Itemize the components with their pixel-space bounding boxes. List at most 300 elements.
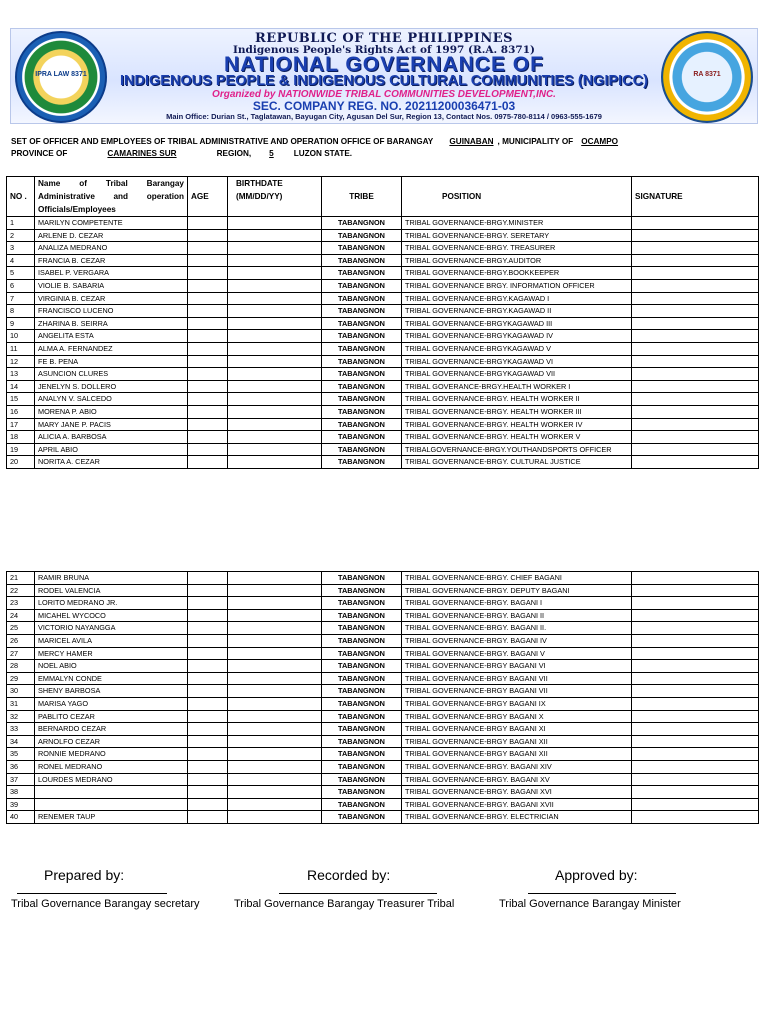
table-row — [7, 685, 759, 698]
cell-birthdate — [228, 786, 322, 799]
cell-name: RONNIE MEDRANO — [35, 748, 188, 761]
cell-age — [188, 405, 228, 418]
cell-position: TRIBAL GOVERNANCE-BRGY. SERETARY — [402, 229, 632, 242]
cell-signature — [632, 456, 759, 469]
cell-signature — [632, 267, 759, 280]
table-row — [7, 723, 759, 736]
cell-birthdate — [228, 380, 322, 393]
cell-no: 22 — [7, 584, 35, 597]
cell-signature — [632, 355, 759, 368]
cell-signature — [632, 393, 759, 406]
cell-name: ISABEL P. VERGARA — [35, 267, 188, 280]
banner-organization-name: INDIGENOUS PEOPLE & INDIGENOUS CULTURAL COMMUNITIES (NGIPICC) — [120, 73, 648, 89]
cell-age — [188, 634, 228, 647]
cell-tribe: TABANGNON — [322, 572, 402, 585]
cell-name: ALMA A. FERNANDEZ — [35, 342, 188, 355]
cell-no: 13 — [7, 368, 35, 381]
cell-tribe: TABANGNON — [322, 672, 402, 685]
cell-no: 14 — [7, 380, 35, 393]
cell-birthdate — [228, 584, 322, 597]
cell-age — [188, 456, 228, 469]
cell-signature — [632, 660, 759, 673]
cell-position: TRIBAL GOVERNANCE-BRGY. CHIEF BAGANI — [402, 572, 632, 585]
cell-name: MORENA P. ABIO — [35, 405, 188, 418]
cell-tribe: TABANGNON — [322, 292, 402, 305]
cell-no: 10 — [7, 330, 35, 343]
table-row — [7, 647, 759, 660]
cell-birthdate — [228, 760, 322, 773]
cell-name: FE B. PENA — [35, 355, 188, 368]
cell-signature — [632, 622, 759, 635]
cell-position: TRIBAL GOVERNANCE-BRGY. BAGANI II. — [402, 622, 632, 635]
province-value: CAMARINES SUR — [107, 149, 177, 158]
cell-age — [188, 609, 228, 622]
cell-birthdate — [228, 798, 322, 811]
cell-tribe: TABANGNON — [322, 685, 402, 698]
cell-position: TRIBAL GOVERNANCE-BRGY. BAGANI XVII — [402, 798, 632, 811]
cell-position: TRIBAL GOVERNANCE-BRGYKAGAWAD VI — [402, 355, 632, 368]
cell-tribe: TABANGNON — [322, 622, 402, 635]
cell-signature — [632, 647, 759, 660]
cell-position: TRIBAL GOVERNANCE-BRGY.KAGAWAD I — [402, 292, 632, 305]
table-row — [7, 798, 759, 811]
cell-signature — [632, 431, 759, 444]
cell-name: PABLITO CEZAR — [35, 710, 188, 723]
cell-no: 6 — [7, 279, 35, 292]
cell-position: TRIBAL GOVERNANCE-BRGY. HEALTH WORKER III — [402, 405, 632, 418]
cell-position: TRIBAL GOVERNANCE-BRGY. BAGANI XVI — [402, 786, 632, 799]
cell-tribe: TABANGNON — [322, 811, 402, 824]
cell-age — [188, 330, 228, 343]
cell-position: TRIBAL GOVERNANCE BRGY. INFORMATION OFFICER — [402, 279, 632, 292]
cell-name: RONEL MEDRANO — [35, 760, 188, 773]
cell-tribe: TABANGNON — [322, 229, 402, 242]
cell-no: 11 — [7, 342, 35, 355]
table-row — [7, 456, 759, 469]
cell-tribe: TABANGNON — [322, 279, 402, 292]
cell-signature — [632, 217, 759, 230]
cell-position: TRIBAL GOVERNANCE-BRGY.KAGAWAD II — [402, 305, 632, 318]
cell-signature — [632, 405, 759, 418]
table-row — [7, 672, 759, 685]
cell-birthdate — [228, 443, 322, 456]
cell-no: 5 — [7, 267, 35, 280]
cell-position: TRIBALGOVERNANCE-BRGY.YOUTHANDSPORTS OFFICER — [402, 443, 632, 456]
cell-position: TRIBAL GOVERNANCE-BRGY.MINISTER — [402, 217, 632, 230]
table-row — [7, 279, 759, 292]
cell-birthdate — [228, 229, 322, 242]
table-row — [7, 597, 759, 610]
table-row — [7, 330, 759, 343]
cell-no: 29 — [7, 672, 35, 685]
cell-tribe: TABANGNON — [322, 330, 402, 343]
table-row — [7, 355, 759, 368]
cell-no: 8 — [7, 305, 35, 318]
table-row — [7, 431, 759, 444]
cell-name: LORITO MEDRANO JR. — [35, 597, 188, 610]
cell-signature — [632, 443, 759, 456]
cell-no: 33 — [7, 723, 35, 736]
header-banner — [10, 28, 758, 124]
cell-birthdate — [228, 242, 322, 255]
cell-no: 32 — [7, 710, 35, 723]
table-row — [7, 217, 759, 230]
cell-position: TRIBAL GOVERANCE-BRGY.HEALTH WORKER I — [402, 380, 632, 393]
cell-position: TRIBAL GOVERNANCE-BRGY. HEALTH WORKER IV — [402, 418, 632, 431]
cell-age — [188, 342, 228, 355]
cell-no: 16 — [7, 405, 35, 418]
prepared-signature-line — [17, 893, 167, 894]
cell-position: TRIBAL GOVERNANCE-BRGY. DEPUTY BAGANI — [402, 584, 632, 597]
cell-no: 40 — [7, 811, 35, 824]
table-row — [7, 254, 759, 267]
cell-name: APRIL ABIO — [35, 443, 188, 456]
cell-tribe: TABANGNON — [322, 342, 402, 355]
cell-age — [188, 760, 228, 773]
cell-age — [188, 355, 228, 368]
cell-signature — [632, 760, 759, 773]
cell-signature — [632, 229, 759, 242]
cell-name: JENELYN S. DOLLERO — [35, 380, 188, 393]
cell-age — [188, 735, 228, 748]
cell-tribe: TABANGNON — [322, 647, 402, 660]
cell-tribe: TABANGNON — [322, 723, 402, 736]
cell-no: 24 — [7, 609, 35, 622]
cell-name: FRANCIA B. CEZAR — [35, 254, 188, 267]
table-row — [7, 584, 759, 597]
table-row — [7, 405, 759, 418]
cell-age — [188, 267, 228, 280]
cell-age — [188, 317, 228, 330]
cell-signature — [632, 786, 759, 799]
table-row — [7, 710, 759, 723]
cell-signature — [632, 279, 759, 292]
cell-no: 35 — [7, 748, 35, 761]
cell-no: 19 — [7, 443, 35, 456]
table-row — [7, 634, 759, 647]
cell-birthdate — [228, 735, 322, 748]
cell-no: 18 — [7, 431, 35, 444]
cell-signature — [632, 342, 759, 355]
cell-signature — [632, 723, 759, 736]
cell-signature — [632, 710, 759, 723]
cell-age — [188, 431, 228, 444]
cell-name: SHENY BARBOSA — [35, 685, 188, 698]
cell-tribe: TABANGNON — [322, 660, 402, 673]
cell-signature — [632, 735, 759, 748]
cell-position: TRIBAL GOVERNANCE-BRGY BAGANI VII — [402, 685, 632, 698]
cell-name: VIRGINIA B. CEZAR — [35, 292, 188, 305]
cell-birthdate — [228, 456, 322, 469]
table-header-row — [7, 177, 759, 217]
cell-name: RODEL VALENCIA — [35, 584, 188, 597]
recorded-by-label: Recorded by: — [307, 867, 391, 883]
cell-position: TRIBAL GOVERNANCE-BRGY BAGANI VI — [402, 660, 632, 673]
cell-position: TRIBAL GOVERNANCE-BRGYKAGAWAD IV — [402, 330, 632, 343]
region-value: 5 — [269, 149, 274, 158]
cell-position: TRIBAL GOVERNANCE-BRGY. BAGANI II — [402, 609, 632, 622]
banner-national-governance: NATIONAL GOVERNANCE OF — [224, 53, 544, 76]
cell-tribe: TABANGNON — [322, 748, 402, 761]
cell-age — [188, 660, 228, 673]
cell-age — [188, 254, 228, 267]
cell-no: 7 — [7, 292, 35, 305]
municipality-label: , MUNICIPALITY OF — [497, 137, 574, 146]
cell-age — [188, 393, 228, 406]
recorded-by-role: Tribal Governance Barangay Treasurer Tribal — [234, 898, 455, 910]
cell-signature — [632, 254, 759, 267]
cell-name: MARISA YAGO — [35, 697, 188, 710]
cell-position: TRIBAL GOVERNANCE-BRGY. HEALTH WORKER V — [402, 431, 632, 444]
seal-right-text: RA 8371 — [693, 71, 721, 78]
table-row — [7, 609, 759, 622]
cell-tribe: TABANGNON — [322, 267, 402, 280]
banner-organized-by: Organized by NATIONWIDE TRIBAL COMMUNITIES DEVELOPMENT,INC. — [212, 89, 556, 100]
cell-age — [188, 710, 228, 723]
cell-birthdate — [228, 317, 322, 330]
cell-name: BERNARDO CEZAR — [35, 723, 188, 736]
table-row — [7, 229, 759, 242]
table-row — [7, 697, 759, 710]
title-prefix: SET OF OFFICER AND EMPLOYEES OF TRIBAL ADMINISTRATIVE AND OPERATION OFFICE OF BARANGAY — [11, 137, 434, 146]
cell-tribe: TABANGNON — [322, 710, 402, 723]
table-row — [7, 773, 759, 786]
cell-position: TRIBAL GOVERNANCE-BRGYKAGAWAD VII — [402, 368, 632, 381]
tribal-communities-seal-logo — [661, 31, 753, 123]
cell-name: ALICIA A. BARBOSA — [35, 431, 188, 444]
cell-signature — [632, 672, 759, 685]
cell-name: MARY JANE P. PACIS — [35, 418, 188, 431]
cell-no: 36 — [7, 760, 35, 773]
table-row — [7, 786, 759, 799]
cell-tribe: TABANGNON — [322, 443, 402, 456]
cell-birthdate — [228, 405, 322, 418]
cell-age — [188, 279, 228, 292]
cell-tribe: TABANGNON — [322, 254, 402, 267]
cell-position: TRIBAL GOVERNANCE-BRGY. BAGANI I — [402, 597, 632, 610]
cell-birthdate — [228, 710, 322, 723]
cell-no: 30 — [7, 685, 35, 698]
table-row — [7, 292, 759, 305]
cell-birthdate — [228, 672, 322, 685]
cell-age — [188, 572, 228, 585]
cell-no: 1 — [7, 217, 35, 230]
col-signature-header: SIGNATURE — [632, 177, 759, 217]
cell-name: MERCY HAMER — [35, 647, 188, 660]
cell-age — [188, 697, 228, 710]
cell-position: TRIBAL GOVERNANCE-BRGY BAGANI X — [402, 710, 632, 723]
cell-signature — [632, 697, 759, 710]
cell-position: TRIBAL GOVERNANCE-BRGY BAGANI XII — [402, 748, 632, 761]
cell-position: TRIBAL GOVERNANCE-BRGY. ELECTRICIAN — [402, 811, 632, 824]
table-row — [7, 622, 759, 635]
cell-signature — [632, 798, 759, 811]
cell-no: 39 — [7, 798, 35, 811]
cell-signature — [632, 242, 759, 255]
table-row — [7, 660, 759, 673]
cell-birthdate — [228, 773, 322, 786]
cell-signature — [632, 292, 759, 305]
cell-tribe: TABANGNON — [322, 242, 402, 255]
cell-name: ANALYN V. SALCEDO — [35, 393, 188, 406]
cell-signature — [632, 305, 759, 318]
cell-name — [35, 798, 188, 811]
cell-name: ANALIZA MEDRANO — [35, 242, 188, 255]
table-row — [7, 342, 759, 355]
cell-age — [188, 597, 228, 610]
cell-age — [188, 418, 228, 431]
cell-position: TRIBAL GOVERNANCE-BRGYKAGAWAD III — [402, 317, 632, 330]
cell-name: NOEL ABIO — [35, 660, 188, 673]
cell-no: 2 — [7, 229, 35, 242]
cell-signature — [632, 685, 759, 698]
col-no-header: NO . — [7, 177, 35, 217]
table-row — [7, 267, 759, 280]
approved-by-label: Approved by: — [555, 867, 638, 883]
document-title-line — [11, 137, 644, 146]
table-row — [7, 811, 759, 824]
cell-position: TRIBAL GOVERNANCE-BRGY.AUDITOR — [402, 254, 632, 267]
cell-signature — [632, 418, 759, 431]
banner-sec-reg-no: SEC. COMPANY REG. NO. 20211200036471-03 — [252, 99, 516, 113]
cell-tribe: TABANGNON — [322, 735, 402, 748]
cell-tribe: TABANGNON — [322, 584, 402, 597]
cell-no: 9 — [7, 317, 35, 330]
cell-tribe: TABANGNON — [322, 393, 402, 406]
cell-birthdate — [228, 279, 322, 292]
cell-name: ANGELITA ESTA — [35, 330, 188, 343]
cell-age — [188, 229, 228, 242]
cell-birthdate — [228, 267, 322, 280]
table-row — [7, 380, 759, 393]
cell-birthdate — [228, 723, 322, 736]
cell-tribe: TABANGNON — [322, 456, 402, 469]
cell-age — [188, 786, 228, 799]
cell-birthdate — [228, 355, 322, 368]
cell-birthdate — [228, 254, 322, 267]
cell-signature — [632, 748, 759, 761]
banner-main-office: Main Office: Durian St., Taglatawan, Bayugan City, Agusan Del Sur, Region 13, Contact Nos. 0975-780-8114 / 0963-555-1679 — [166, 112, 602, 121]
cell-birthdate — [228, 393, 322, 406]
cell-position: TRIBAL GOVERNANCE-BRGY. BAGANI XIV — [402, 760, 632, 773]
cell-position: TRIBAL GOVERNANCE-BRGY. CULTURAL JUSTICE — [402, 456, 632, 469]
cell-position: TRIBAL GOVERNANCE-BRGY. BAGANI XV — [402, 773, 632, 786]
cell-no: 15 — [7, 393, 35, 406]
cell-position: TRIBAL GOVERNANCE-BRGY. BAGANI IV — [402, 634, 632, 647]
cell-age — [188, 443, 228, 456]
cell-birthdate — [228, 597, 322, 610]
cell-birthdate — [228, 305, 322, 318]
table-row — [7, 368, 759, 381]
cell-birthdate — [228, 647, 322, 660]
table-row — [7, 317, 759, 330]
cell-tribe: TABANGNON — [322, 597, 402, 610]
cell-no: 27 — [7, 647, 35, 660]
cell-no: 26 — [7, 634, 35, 647]
cell-signature — [632, 597, 759, 610]
col-position-header: POSITION — [402, 177, 632, 217]
cell-tribe: TABANGNON — [322, 609, 402, 622]
cell-name: MARICEL AVILA — [35, 634, 188, 647]
col-tribe-header: TRIBE — [322, 177, 402, 217]
cell-tribe: TABANGNON — [322, 405, 402, 418]
cell-tribe: TABANGNON — [322, 431, 402, 444]
table-row — [7, 443, 759, 456]
cell-age — [188, 217, 228, 230]
cell-signature — [632, 773, 759, 786]
municipality-value: OCAMPO — [581, 137, 619, 146]
table-row — [7, 393, 759, 406]
cell-tribe: TABANGNON — [322, 305, 402, 318]
cell-signature — [632, 368, 759, 381]
cell-age — [188, 672, 228, 685]
cell-tribe: TABANGNON — [322, 697, 402, 710]
cell-no: 4 — [7, 254, 35, 267]
cell-name: VICTORIO NAYANGGA — [35, 622, 188, 635]
cell-signature — [632, 609, 759, 622]
col-name-header: Name of Tribal Barangay Administrative and operation Officials/Employees — [35, 177, 188, 217]
cell-birthdate — [228, 622, 322, 635]
cell-no: 31 — [7, 697, 35, 710]
cell-no: 21 — [7, 572, 35, 585]
cell-age — [188, 380, 228, 393]
cell-name: RAMIR BRUNA — [35, 572, 188, 585]
cell-birthdate — [228, 811, 322, 824]
cell-birthdate — [228, 572, 322, 585]
cell-name: ASUNCION CLURES — [35, 368, 188, 381]
cell-age — [188, 242, 228, 255]
roster-table-1 — [6, 176, 759, 469]
cell-signature — [632, 634, 759, 647]
province-label: PROVINCE OF — [11, 149, 68, 158]
roster-body-1 — [7, 217, 759, 469]
cell-name: FRANCISCO LUCENO — [35, 305, 188, 318]
banner-republic: REPUBLIC OF THE PHILIPPINES — [254, 31, 514, 46]
cell-birthdate — [228, 217, 322, 230]
cell-no: 12 — [7, 355, 35, 368]
table-row — [7, 242, 759, 255]
cell-tribe: TABANGNON — [322, 760, 402, 773]
cell-age — [188, 773, 228, 786]
cell-no: 17 — [7, 418, 35, 431]
table-row — [7, 748, 759, 761]
ngipicc-seal-logo — [15, 31, 107, 123]
cell-no: 28 — [7, 660, 35, 673]
table-row — [7, 572, 759, 585]
cell-age — [188, 292, 228, 305]
cell-position: TRIBAL GOVERNANCE-BRGYKAGAWAD V — [402, 342, 632, 355]
cell-birthdate — [228, 697, 322, 710]
cell-signature — [632, 811, 759, 824]
document-location-line — [11, 149, 352, 158]
cell-no: 34 — [7, 735, 35, 748]
cell-position: TRIBAL GOVERNANCE-BRGY BAGANI XI — [402, 723, 632, 736]
roster-body-2 — [7, 572, 759, 824]
cell-age — [188, 723, 228, 736]
cell-birthdate — [228, 660, 322, 673]
cell-tribe: TABANGNON — [322, 380, 402, 393]
roster-table-2 — [6, 571, 759, 824]
cell-birthdate — [228, 609, 322, 622]
cell-no: 23 — [7, 597, 35, 610]
table-row — [7, 735, 759, 748]
cell-name: MARILYN COMPETENTE — [35, 217, 188, 230]
cell-age — [188, 305, 228, 318]
cell-position: TRIBAL GOVERNANCE-BRGY.BOOKKEEPER — [402, 267, 632, 280]
cell-position: TRIBAL GOVERNANCE-BRGY BAGANI IX — [402, 697, 632, 710]
col-birthdate-header: BIRTHDATE (MM/DD/YY) — [228, 177, 322, 217]
cell-birthdate — [228, 418, 322, 431]
